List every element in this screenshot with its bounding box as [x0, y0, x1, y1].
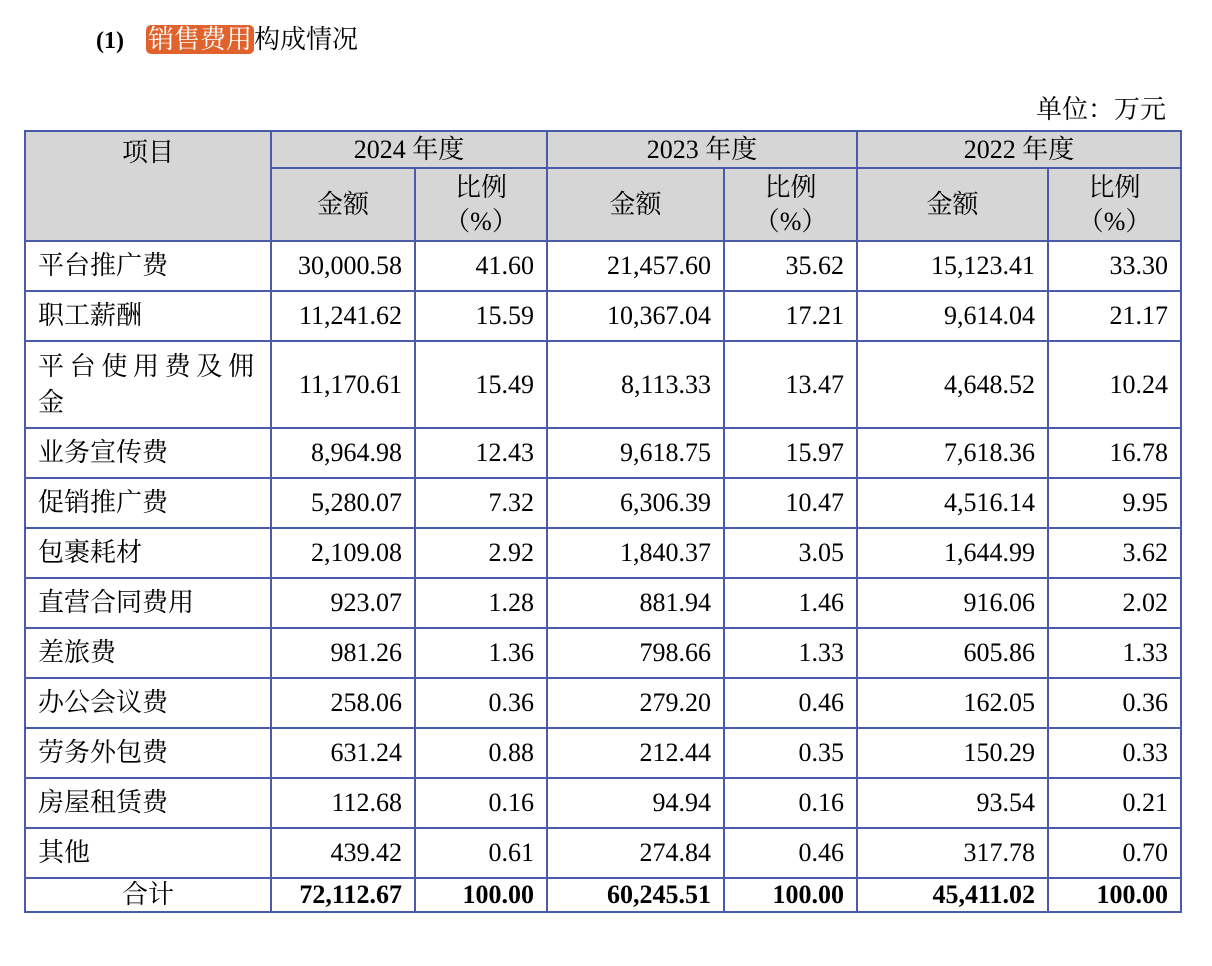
row-label: 其他	[25, 828, 271, 878]
table-row	[25, 778, 1181, 828]
total-amount-2024: 72,112.67	[271, 878, 415, 912]
row-label: 包裹耗材	[25, 528, 271, 578]
header-amount: 金额	[547, 168, 724, 241]
amount-2022: 317.78	[857, 828, 1048, 878]
amount-2022: 916.06	[857, 578, 1048, 628]
ratio-2022: 16.78	[1048, 428, 1181, 478]
header-year-2022: 2022 年度	[857, 131, 1181, 168]
ratio-2024: 15.49	[415, 341, 547, 428]
amount-2023: 9,618.75	[547, 428, 724, 478]
row-label: 业务宣传费	[25, 428, 271, 478]
ratio-2024: 15.59	[415, 291, 547, 341]
amount-2024: 112.68	[271, 778, 415, 828]
amount-2023: 10,367.04	[547, 291, 724, 341]
amount-2024: 2,109.08	[271, 528, 415, 578]
header-amount: 金额	[271, 168, 415, 241]
header-ratio-line2: （%）	[753, 206, 828, 236]
header-amount: 金额	[857, 168, 1048, 241]
total-ratio-2022: 100.00	[1048, 878, 1181, 912]
total-ratio-2023: 100.00	[724, 878, 857, 912]
header-item: 项目	[25, 131, 271, 241]
table-row	[25, 341, 1181, 428]
amount-2022: 4,516.14	[857, 478, 1048, 528]
amount-2023: 6,306.39	[547, 478, 724, 528]
ratio-2023: 1.33	[724, 628, 857, 678]
ratio-2022: 33.30	[1048, 241, 1181, 291]
amount-2023: 212.44	[547, 728, 724, 778]
ratio-2022: 0.70	[1048, 828, 1181, 878]
amount-2022: 93.54	[857, 778, 1048, 828]
row-label: 促销推广费	[25, 478, 271, 528]
ratio-2023: 0.35	[724, 728, 857, 778]
amount-2024: 30,000.58	[271, 241, 415, 291]
ratio-2023: 0.46	[724, 678, 857, 728]
ratio-2024: 41.60	[415, 241, 547, 291]
ratio-2023: 0.16	[724, 778, 857, 828]
amount-2024: 258.06	[271, 678, 415, 728]
header-year-2023: 2023 年度	[547, 131, 857, 168]
header-ratio-line1: 比例	[1088, 172, 1141, 202]
total-ratio-2024: 100.00	[415, 878, 547, 912]
row-label: 职工薪酬	[25, 291, 271, 341]
table-row	[25, 478, 1181, 528]
amount-2023: 94.94	[547, 778, 724, 828]
amount-2024: 923.07	[271, 578, 415, 628]
amount-2024: 439.42	[271, 828, 415, 878]
amount-2023: 881.94	[547, 578, 724, 628]
amount-2022: 7,618.36	[857, 428, 1048, 478]
ratio-2022: 3.62	[1048, 528, 1181, 578]
amount-2024: 5,280.07	[271, 478, 415, 528]
ratio-2023: 17.21	[724, 291, 857, 341]
row-label: 办公会议费	[25, 678, 271, 728]
ratio-2024: 0.61	[415, 828, 547, 878]
amount-2023: 8,113.33	[547, 341, 724, 428]
header-ratio	[1048, 168, 1181, 241]
section-number: (1)	[96, 28, 124, 54]
amount-2022: 9,614.04	[857, 291, 1048, 341]
amount-2024: 11,170.61	[271, 341, 415, 428]
ratio-2024: 0.16	[415, 778, 547, 828]
ratio-2022: 9.95	[1048, 478, 1181, 528]
header-ratio-line1: 比例	[764, 172, 817, 202]
unit-label: 单位：万元	[1035, 95, 1166, 124]
header-ratio	[724, 168, 857, 241]
total-amount-2022: 45,411.02	[857, 878, 1048, 912]
row-label: 平台推广费	[25, 241, 271, 291]
ratio-2024: 1.36	[415, 628, 547, 678]
table-row	[25, 428, 1181, 478]
ratio-2022: 0.21	[1048, 778, 1181, 828]
ratio-2022: 0.36	[1048, 678, 1181, 728]
total-row	[25, 878, 1181, 912]
ratio-2024: 7.32	[415, 478, 547, 528]
ratio-2022: 0.33	[1048, 728, 1181, 778]
ratio-2022: 1.33	[1048, 628, 1181, 678]
ratio-2024: 2.92	[415, 528, 547, 578]
row-label: 劳务外包费	[25, 728, 271, 778]
table-row	[25, 828, 1181, 878]
ratio-2024: 12.43	[415, 428, 547, 478]
header-ratio	[415, 168, 547, 241]
row-label: 房屋租赁费	[25, 778, 271, 828]
header-year-2024: 2024 年度	[271, 131, 547, 168]
amount-2023: 1,840.37	[547, 528, 724, 578]
ratio-2024: 0.36	[415, 678, 547, 728]
table-row	[25, 578, 1181, 628]
amount-2022: 162.05	[857, 678, 1048, 728]
ratio-2022: 21.17	[1048, 291, 1181, 341]
amount-2023: 798.66	[547, 628, 724, 678]
table-row	[25, 678, 1181, 728]
amount-2024: 981.26	[271, 628, 415, 678]
row-label: 差旅费	[25, 628, 271, 678]
ratio-2023: 13.47	[724, 341, 857, 428]
amount-2023: 279.20	[547, 678, 724, 728]
sales-expense-table	[24, 130, 1182, 913]
table-row	[25, 241, 1181, 291]
amount-2022: 4,648.52	[857, 341, 1048, 428]
ratio-2023: 10.47	[724, 478, 857, 528]
ratio-2023: 3.05	[724, 528, 857, 578]
heading-text: 构成情况	[254, 25, 359, 54]
amount-2024: 11,241.62	[271, 291, 415, 341]
amount-2022: 150.29	[857, 728, 1048, 778]
ratio-2023: 15.97	[724, 428, 857, 478]
table-row	[25, 291, 1181, 341]
row-label: 平台使用费及佣金	[25, 341, 271, 428]
ratio-2023: 1.46	[724, 578, 857, 628]
amount-2022: 605.86	[857, 628, 1048, 678]
total-label: 合计	[25, 878, 271, 912]
ratio-2022: 10.24	[1048, 341, 1181, 428]
table-row	[25, 528, 1181, 578]
header-ratio-line2: （%）	[1077, 206, 1152, 236]
total-amount-2023: 60,245.51	[547, 878, 724, 912]
amount-2023: 274.84	[547, 828, 724, 878]
ratio-2023: 0.46	[724, 828, 857, 878]
header-ratio-line2: （%）	[444, 206, 518, 236]
ratio-2024: 0.88	[415, 728, 547, 778]
table-row	[25, 728, 1181, 778]
amount-2024: 631.24	[271, 728, 415, 778]
header-ratio-line1: 比例	[455, 172, 508, 202]
row-label: 直营合同费用	[25, 578, 271, 628]
section-heading	[96, 18, 358, 63]
table-row	[25, 628, 1181, 678]
amount-2023: 21,457.60	[547, 241, 724, 291]
amount-2024: 8,964.98	[271, 428, 415, 478]
ratio-2022: 2.02	[1048, 578, 1181, 628]
ratio-2024: 1.28	[415, 578, 547, 628]
amount-2022: 1,644.99	[857, 528, 1048, 578]
ratio-2023: 35.62	[724, 241, 857, 291]
amount-2022: 15,123.41	[857, 241, 1048, 291]
highlighted-keyword: 销售费用	[147, 25, 252, 54]
